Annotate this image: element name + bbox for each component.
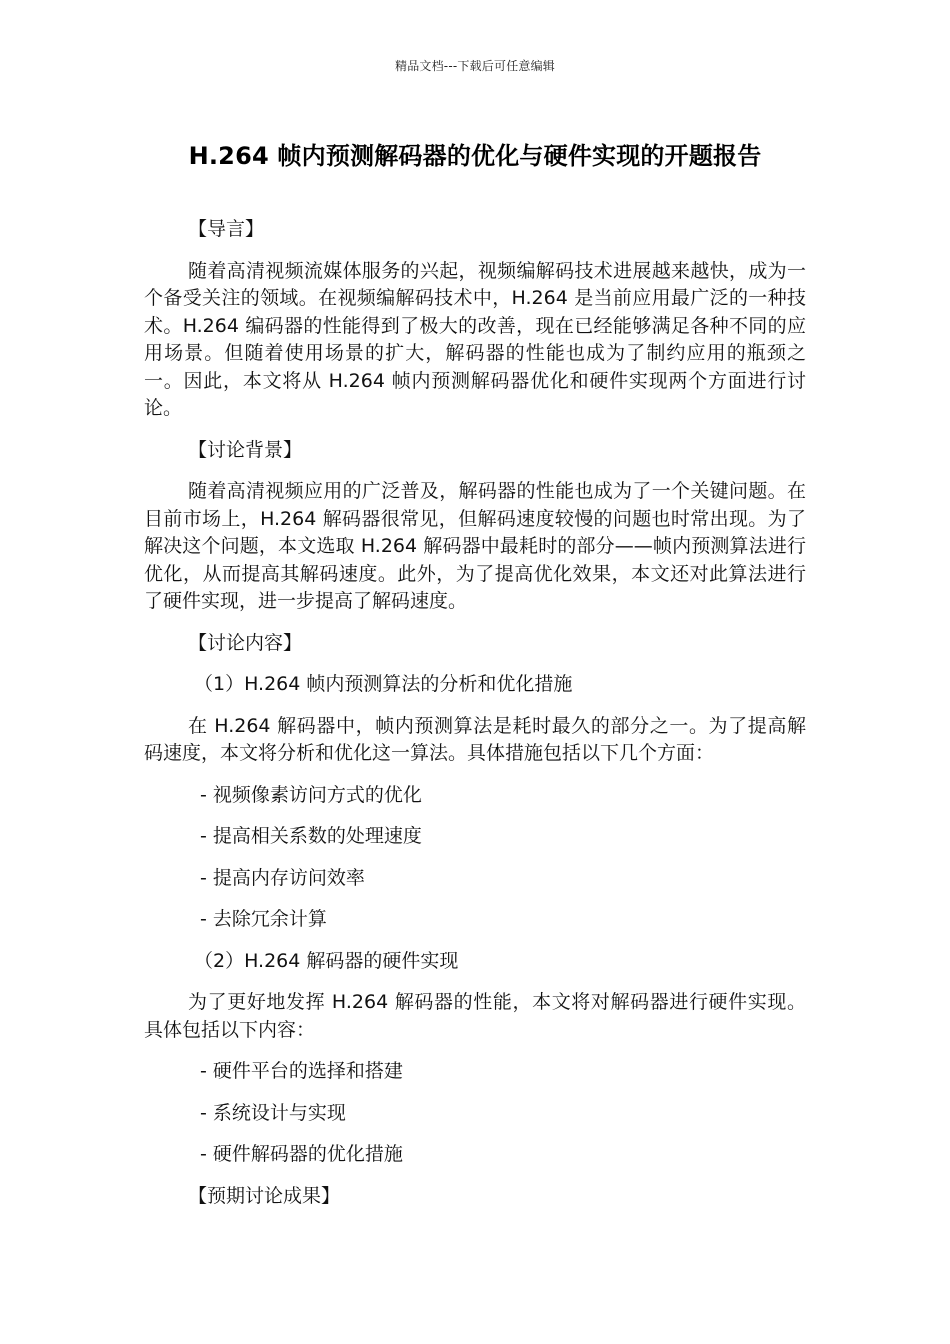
section-heading-content: 【讨论内容】 [188,631,303,654]
content-part2-title: （2）H.264 解码器的硬件实现 [194,949,459,972]
content-part1-paragraph: 在 H.264 解码器中，帧内预测算法是耗时最久的部分之一。为了提高解码速度，本文将分析和优化这一算法。具体措施包括以下几个方面： [144,714,806,764]
section-heading-intro: 【导言】 [188,218,265,240]
section-heading-background: 【讨论背景】 [188,438,303,461]
list-item: - 视频像素访问方式的优化 [200,783,422,806]
background-paragraph: 随着高清视频应用的广泛普及，解码器的性能也成为了一个关键问题。在目前市场上，H.264 解码器很常见，但解码速度较慢的问题也时常出现。为了解决这个问题，本文选取 H.264 解码器中最耗时的部分——帧内预测算法进行优化，从而提高其解码速度。此外，为了提高优化效果，本文还对此算法进行了硬件实现，进一步提高了解码速度。 [144,480,806,612]
list-item: - 提高相关系数的处理速度 [200,825,422,847]
content-part2-paragraph: 为了更好地发挥 H.264 解码器的性能，本文将对解码器进行硬件实现。具体包括以下内容： [144,991,806,1041]
section-heading-results: 【预期讨论成果】 [188,1184,341,1207]
list-item: - 硬件解码器的优化措施 [200,1143,403,1165]
list-item: - 硬件平台的选择和搭建 [200,1060,403,1082]
intro-paragraph: 随着高清视频流媒体服务的兴起，视频编解码技术进展越来越快，成为一个备受关注的领域。在视频编解码技术中，H.264 是当前应用最广泛的一种技术。H.264 编码器的性能得到了极大的改善，现在已经能够满足各种不同的应用场景。但随着使用场景的扩大，解码器的性能也成为了制约应用的瓶颈之一。因此，本文将从 H.264 帧内预测解码器优化和硬件实现两个方面进行讨论。 [144,259,806,419]
list-item: - 去除冗余计算 [200,908,327,930]
document-title: H.264 帧内预测解码器的优化与硬件实现的开题报告 [188,142,762,170]
document-body [144,216,806,1224]
content-part1-title: （1）H.264 帧内预测算法的分析和优化措施 [194,673,573,695]
header-note: 精品文档---下载后可任意编辑 [395,59,555,73]
list-item: - 提高内存访问效率 [200,866,365,889]
list-item: - 系统设计与实现 [200,1101,346,1124]
